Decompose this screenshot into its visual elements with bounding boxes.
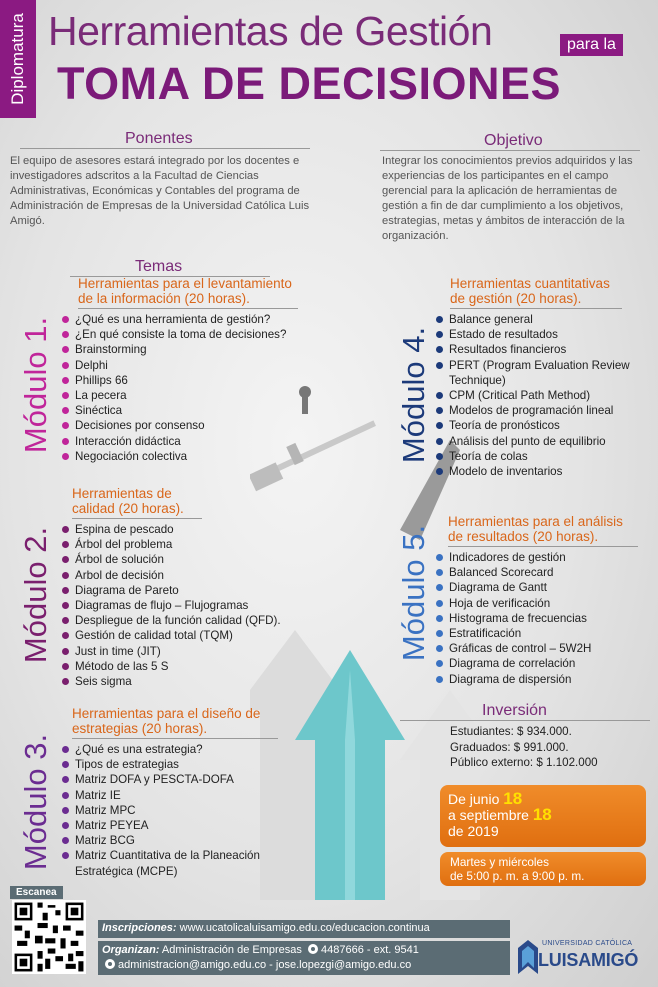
module-2-item: Arbol de decisión xyxy=(62,568,322,583)
module-3-title: Herramientas para el diseño de estrategias (20 horas). xyxy=(72,706,278,739)
scan-label: Escanea xyxy=(10,886,63,899)
module-5-item: Histograma de frecuencias xyxy=(436,611,646,626)
ponentes-heading: Ponentes xyxy=(125,130,193,147)
schedule-box xyxy=(440,852,646,886)
module-5-item: Diagrama de dispersión xyxy=(436,672,646,687)
diplomatura-label: Diplomatura xyxy=(8,13,27,105)
title-badge: para la xyxy=(560,34,623,56)
price-graduates: Graduados: $ 991.000. xyxy=(450,740,569,754)
module-1-item: Phillips 66 xyxy=(62,373,322,388)
module-3-list xyxy=(62,742,262,879)
qr-code[interactable] xyxy=(12,900,86,974)
logo-emblem-icon xyxy=(518,940,538,976)
module-3-item: Matriz PEYEA xyxy=(62,818,262,833)
diplomatura-side-banner xyxy=(0,0,36,118)
title-line-2: TOMA DE DECISIONES xyxy=(57,58,562,109)
module-5-item: Estratificación xyxy=(436,626,646,641)
objetivo-divider xyxy=(380,150,640,151)
module-5-list xyxy=(436,550,646,687)
module-2-item: Seis sigma xyxy=(62,674,322,689)
date-line-3: de 2019 xyxy=(448,823,499,839)
module-4-item: Resultados financieros xyxy=(436,342,646,357)
module-4-item: Teoría de colas xyxy=(436,449,646,464)
organizers-label: Organizan: xyxy=(102,944,160,956)
university-logo xyxy=(518,938,650,978)
logo-top-text: UNIVERSIDAD CATÓLICA xyxy=(542,940,633,947)
module-3-item: Matriz BCG xyxy=(62,833,262,848)
module-2-label: Módulo 2. xyxy=(18,526,53,664)
module-3-label: Módulo 3. xyxy=(18,733,53,871)
module-1-title: Herramientas para el levantamiento de la información (20 horas). xyxy=(78,276,298,309)
module-5-label: Módulo 5. xyxy=(396,524,431,662)
module-4-item: Modelo de inventarios xyxy=(436,464,646,479)
module-4-item: Teoría de pronósticos xyxy=(436,418,646,433)
module-1-item: ¿Qué es una herramienta de gestión? xyxy=(62,312,322,327)
module-1-item: Delphi xyxy=(62,358,322,373)
module-2-list xyxy=(62,522,322,689)
module-4-list xyxy=(436,312,646,479)
date-end-day: 18 xyxy=(532,805,552,824)
logo-main-text: LUISAMIGÓ xyxy=(538,950,639,970)
module-1-item: Sinéctica xyxy=(62,403,322,418)
phone-icon xyxy=(308,944,318,954)
module-5-item: Indicadores de gestión xyxy=(436,550,646,565)
email-icon xyxy=(105,959,115,969)
module-2-item: Despliegue de la función calidad (QFD). xyxy=(62,613,322,628)
date-line-1: De junio xyxy=(448,791,500,807)
module-2-item: Diagramas de flujo – Flujogramas xyxy=(62,598,322,613)
module-2-item: Espina de pescado xyxy=(62,522,322,537)
inscriptions-url[interactable]: www.ucatolicaluisamigo.edu.co/educacion.continua xyxy=(179,922,430,934)
module-2-item: Just in time (JIT) xyxy=(62,644,322,659)
module-2-item: Árbol de solución xyxy=(62,552,322,567)
module-5-item: Diagrama de Gantt xyxy=(436,580,646,595)
module-3-item: Tipos de estrategias xyxy=(62,757,262,772)
module-2-item: Árbol del problema xyxy=(62,537,322,552)
module-1-list xyxy=(62,312,322,464)
module-3-item: Matriz MPC xyxy=(62,803,262,818)
module-5-item: Gráficas de control – 5W2H xyxy=(436,641,646,656)
module-3-item: ¿Qué es una estrategia? xyxy=(62,742,262,757)
module-4-item: Balance general xyxy=(436,312,646,327)
price-students: Estudiantes: $ 934.000. xyxy=(450,725,572,738)
module-3-item: Matriz IE xyxy=(62,788,262,803)
date-line-2: a septiembre xyxy=(448,807,529,823)
schedule-days: Martes y miércoles xyxy=(450,855,549,869)
module-4-item: Modelos de programación lineal xyxy=(436,403,646,418)
inversion-heading: Inversión xyxy=(482,702,547,719)
module-1-item: Decisiones por consenso xyxy=(62,418,322,433)
module-4-title: Herramientas cuantitativas de gestión (20 horas). xyxy=(450,276,622,309)
ponentes-text: El equipo de asesores estará integrado por los docentes e investigadores adscritos a la Facultad de Ciencias Administrativas, Económicas y Contables del programa de Administración de Empresas de la Universidad Católica Luis Amigó. xyxy=(10,155,310,227)
module-1-item: La pecera xyxy=(62,388,322,403)
module-2-title: Herramientas de calidad (20 horas). xyxy=(72,486,202,519)
module-5-item: Hoja de verificación xyxy=(436,596,646,611)
module-1-item: ¿En qué consiste la toma de decisiones? xyxy=(62,327,322,342)
module-5-title: Herramientas para el análisis de resultados (20 horas). xyxy=(448,514,638,547)
module-2-item: Diagrama de Pareto xyxy=(62,583,322,598)
module-4-item: Estado de resultados xyxy=(436,327,646,342)
organizers-value: Administración de Empresas xyxy=(161,944,302,956)
contact-emails[interactable]: administracion@amigo.edu.co - jose.lopezgi@amigo.edu.co xyxy=(118,958,412,971)
module-2-item: Gestión de calidad total (TQM) xyxy=(62,628,322,643)
module-4-item: CPM (Critical Path Method) xyxy=(436,388,646,403)
module-3-item: Matriz Cuantitativa de la Planeación Estratégica (MCPE) xyxy=(62,848,262,878)
ponentes-divider xyxy=(20,148,310,149)
inversion-list xyxy=(450,724,598,771)
phone-number[interactable]: 4487666 - ext. 9541 xyxy=(320,944,419,956)
title-line-1: Herramientas de Gestión xyxy=(48,8,493,54)
objetivo-heading: Objetivo xyxy=(484,132,543,149)
inscriptions-bar xyxy=(98,920,510,938)
date-start-day: 18 xyxy=(503,789,523,808)
module-4-item: Análisis del punto de equilibrio xyxy=(436,434,646,449)
module-4-item: PERT (Program Evaluation Review Technique) xyxy=(436,358,646,388)
inversion-divider xyxy=(400,720,650,721)
module-4-label: Módulo 4. xyxy=(396,326,431,464)
inscriptions-label: Inscripciones: xyxy=(102,922,177,934)
module-1-item: Brainstorming xyxy=(62,342,322,357)
module-3-item: Matriz DOFA y PESCTA-DOFA xyxy=(62,772,262,787)
price-public: Público externo: $ 1.102.000 xyxy=(450,756,598,769)
module-1-item: Interacción didáctica xyxy=(62,434,322,449)
module-5-item: Diagrama de correlación xyxy=(436,656,646,671)
module-1-label: Módulo 1. xyxy=(18,316,53,454)
organizers-bar xyxy=(98,941,510,975)
module-2-item: Método de las 5 S xyxy=(62,659,322,674)
objetivo-text: Integrar los conocimientos previos adquiridos y las experiencias de los participantes en el campo gerencial para la aplicación de herramientas de gestión a fin de dar cumplimiento a los objetivos, estrategias, metas y ámbitos de interacción de la organización. xyxy=(382,155,633,242)
schedule-hours: de 5:00 p. m. a 9:00 p. m. xyxy=(450,869,585,883)
module-5-item: Balanced Scorecard xyxy=(436,565,646,580)
dates-box xyxy=(440,785,646,847)
temas-heading: Temas xyxy=(135,258,183,275)
module-1-item: Negociación colectiva xyxy=(62,449,322,464)
